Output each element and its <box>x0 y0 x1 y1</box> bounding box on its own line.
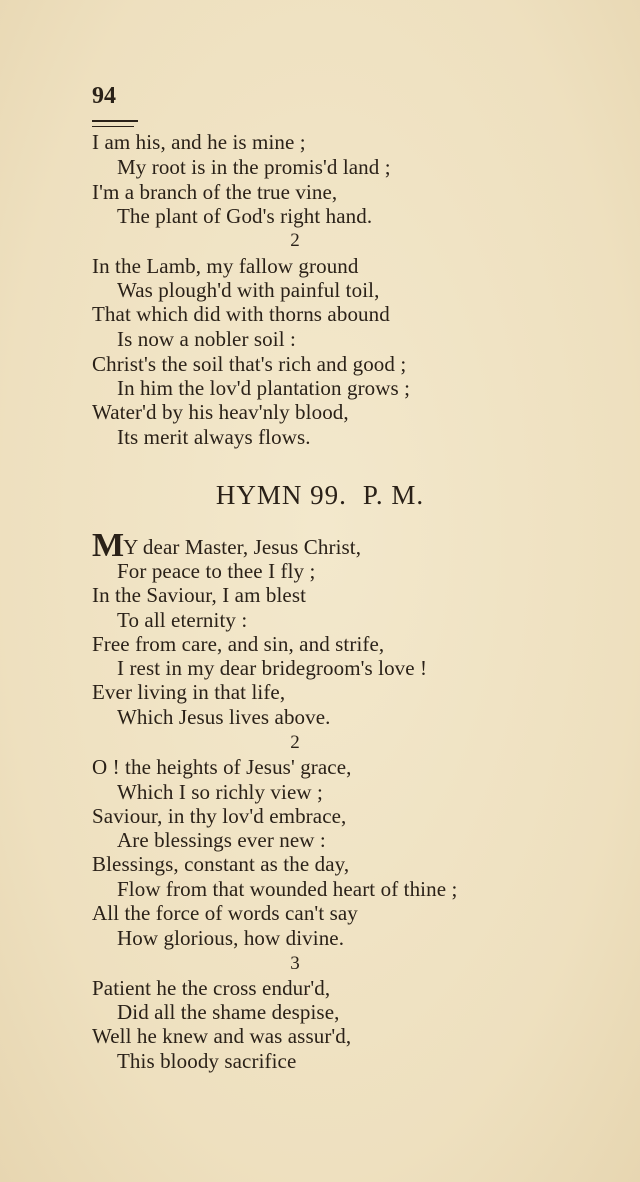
first-line-rest: Y dear Master, Jesus Christ, <box>123 535 362 559</box>
hymn-meter: P. M. <box>362 480 425 510</box>
page-number-rule <box>92 120 138 122</box>
verse-line: In him the lov'd plantation grows ; <box>117 376 411 400</box>
verse-line: Water'd by his heav'nly blood, <box>92 400 349 424</box>
verse-line-first <box>92 527 362 564</box>
verse-line: This bloody sacrifice <box>117 1049 297 1073</box>
page-number: 94 <box>92 83 116 109</box>
verse-line: Was plough'd with painful toil, <box>117 278 380 302</box>
verse-line: Christ's the soil that's rich and good ; <box>92 352 407 376</box>
page-number-rule-lower <box>92 126 134 127</box>
verse-line: Ever living in that life, <box>92 680 286 704</box>
verse-line: To all eternity : <box>117 608 248 632</box>
verse-line: My root is in the promis'd land ; <box>117 155 391 179</box>
hymn-heading <box>0 478 640 512</box>
verse-line: I am his, and he is mine ; <box>92 130 306 154</box>
verse-line: Patient he the cross endur'd, <box>92 976 331 1000</box>
verse-line: Flow from that wounded heart of thine ; <box>117 877 458 901</box>
verse-line: In the Lamb, my fallow ground <box>92 254 359 278</box>
verse-line: Blessings, constant as the day, <box>92 852 350 876</box>
verse-line: In the Saviour, I am blest <box>92 583 307 607</box>
verse-line: Well he knew and was assur'd, <box>92 1024 352 1048</box>
drop-cap: M <box>92 527 124 564</box>
verse-line: I'm a branch of the true vine, <box>92 180 338 204</box>
verse-line: Which I so richly view ; <box>117 780 323 804</box>
stanza-number: 3 <box>290 953 300 974</box>
verse-line: Saviour, in thy lov'd embrace, <box>92 804 347 828</box>
verse-line: All the force of words can't say <box>92 901 358 925</box>
stanza-number: 2 <box>290 732 300 753</box>
verse-line: I rest in my dear bridegroom's love ! <box>117 656 428 680</box>
verse-line: That which did with thorns abound <box>92 302 390 326</box>
verse-line: For peace to thee I fly ; <box>117 559 316 583</box>
verse-line: Which Jesus lives above. <box>117 705 331 729</box>
verse-line: Are blessings ever new : <box>117 828 326 852</box>
verse-line: O ! the heights of Jesus' grace, <box>92 755 352 779</box>
verse-line: Did all the shame despise, <box>117 1000 340 1024</box>
verse-line: How glorious, how divine. <box>117 926 345 950</box>
hymn-title: HYMN 99. <box>215 480 347 510</box>
verse-line: Free from care, and sin, and strife, <box>92 632 385 656</box>
verse-line: Its merit always flows. <box>117 425 311 449</box>
verse-line: Is now a nobler soil : <box>117 327 296 351</box>
stanza-number: 2 <box>290 230 300 251</box>
verse-line: The plant of God's right hand. <box>117 204 373 228</box>
